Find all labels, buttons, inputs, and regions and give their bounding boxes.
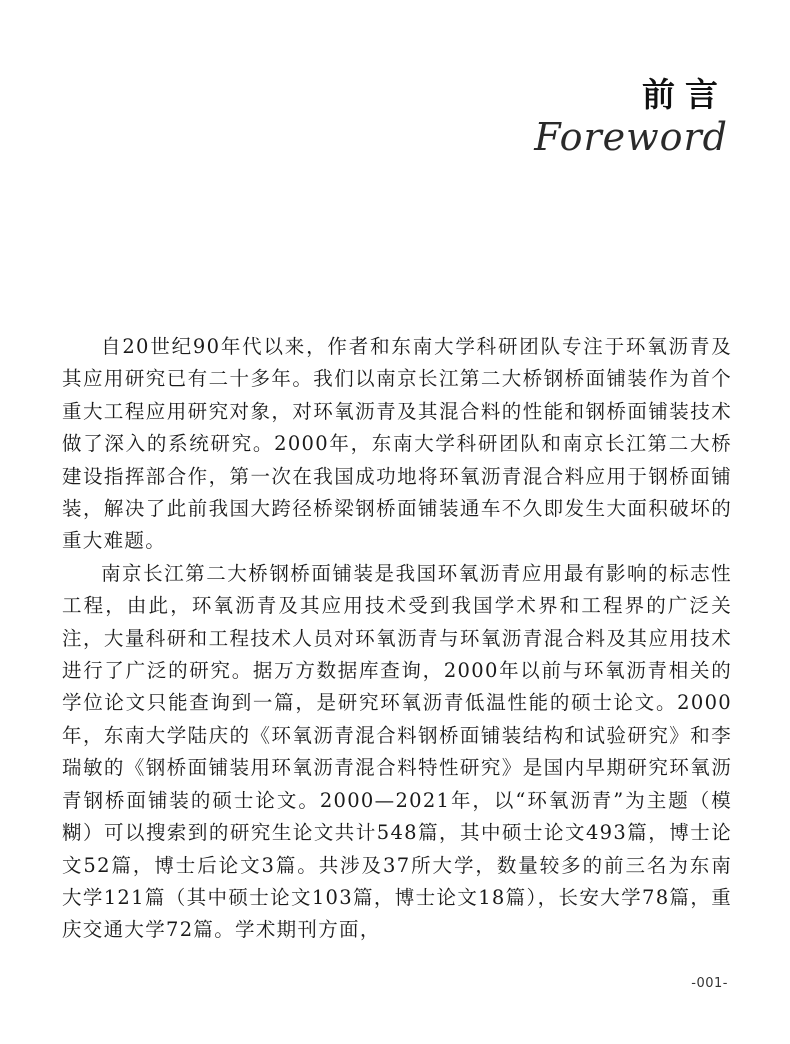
paragraph: 自20世纪90年代以来，作者和东南大学科研团队专注于环氧沥青及其应用研究已有二十多年。我们以南京长江第二大桥钢桥面铺装作为首个重大工程应用研究对象，对环氧沥青及其混合料的性能和钢桥面铺装技术做了深入的系统研究。2000年，东南大学科研团队和南京长江第二大桥建设指挥部合作，第一次在我国成功地将环氧沥青混合料应用于钢桥面铺装，解决了此前我国大跨径桥梁钢桥面铺装通车不久即发生大面积破坏的重大难题。 [62,335,732,553]
page-number: -001- [691,976,728,991]
page-title: 前言 [642,75,728,114]
paragraph: 南京长江第二大桥钢桥面铺装是我国环氧沥青应用最有影响的标志性工程，由此，环氧沥青及其应用技术受到我国学术界和工程界的广泛关注，大量科研和工程技术人员对环氧沥青与环氧沥青混合料及其应用技术进行了广泛的研究。据万方数据库查询，2000年以前与环氧沥青相关的学位论文只能查询到一篇，是研究环氧沥青低温性能的硕士论文。2000年，东南大学陆庆的《环氧沥青混合料钢桥面铺装结构和试验研究》和李瑞敏的《钢桥面铺装用环氧沥青混合料特性研究》是国内早期研究环氧沥青钢桥面铺装的硕士论文。2000—2021年，以“环氧沥青”为主题（模糊）可以搜索到的研究生论文共计548篇，其中硕士论文493篇，博士论文52篇，博士后论文3篇。共涉及37所大学，数量较多的前三名为东南大学121篇（其中硕士论文103篇，博士论文18篇），长安大学78篇，重庆交通大学72篇。学术期刊方面， [62,561,732,942]
page-subtitle: Foreword [534,115,728,159]
body-text [62,331,732,947]
